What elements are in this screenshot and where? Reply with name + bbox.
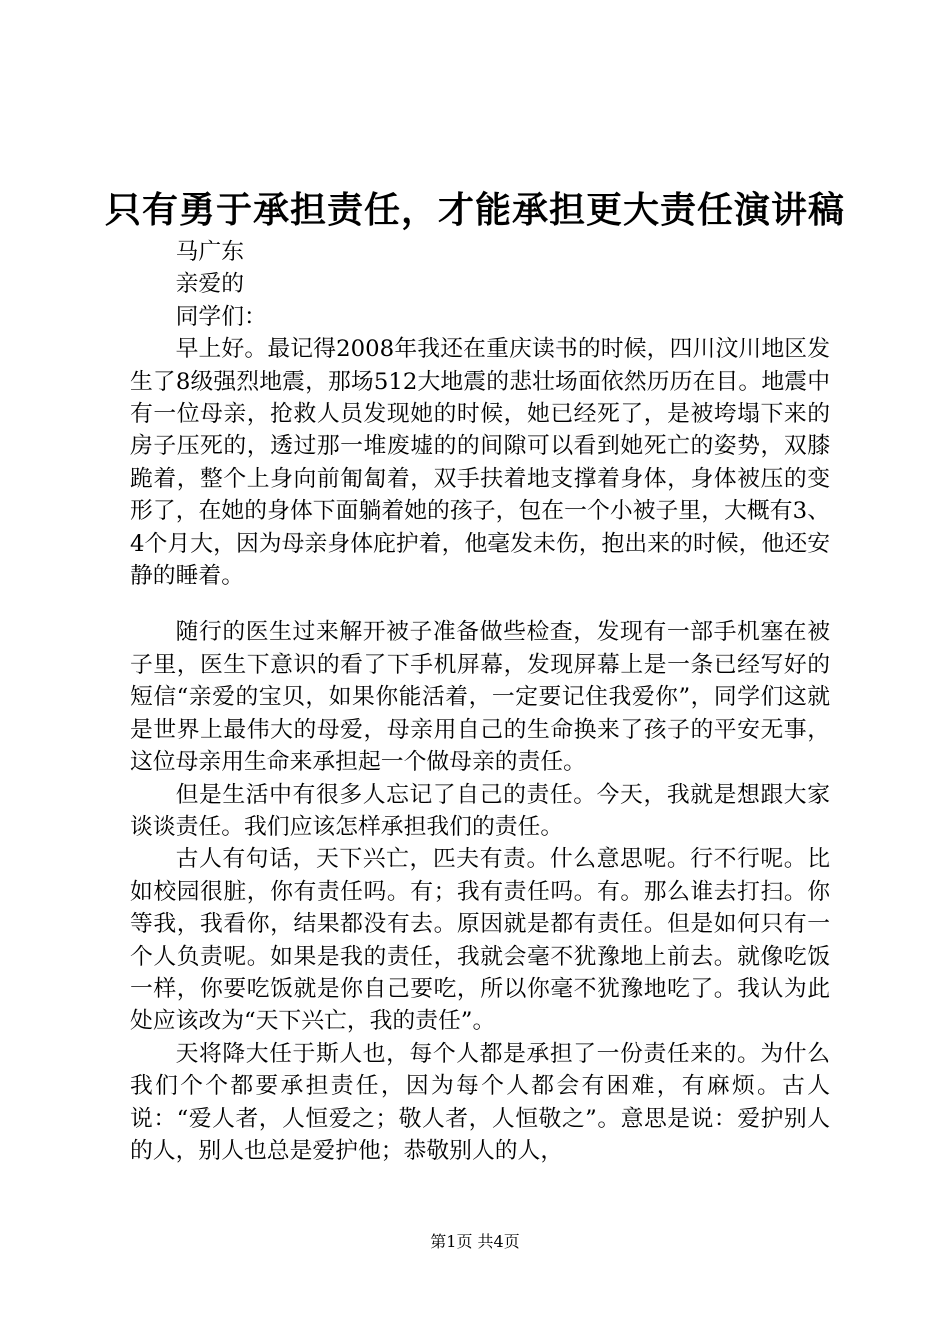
paragraph: 古人有句话，天下兴亡，匹夫有责。什么意思呢。行不行呢。比如校园很脏，你有责任吗。有；我有责任吗。有。那么谁去打扫。你等我，我看你，结果都没有去。原因就是都有责任。但是如何只有一个人负责呢。如果是我的责任，我就会毫不犹豫地上前去。就像吃饭一样，你要吃饭就是你自己要吃，所以你毫不犹豫地吃了。我认为此处应该改为“天下兴亡，我的责任”。 (130, 846, 830, 1035)
document-body (130, 236, 830, 1167)
paragraph: 天将降大任于斯人也，每个人都是承担了一份责任来的。为什么我们个个都要承担责任，因为每个人都会有困难，有麻烦。古人说：“爱人者，人恒爱之；敬人者，人恒敬之”。意思是说：爱护别人的人，别人也总是爱护他；恭敬别人的人， (130, 1040, 830, 1164)
paragraph: 但是生活中有很多人忘记了自己的责任。今天，我就是想跟大家谈谈责任。我们应该怎样承担我们的责任。 (130, 781, 830, 840)
author-line: 马广东 (175, 239, 244, 265)
document-title: 只有勇于承担责任，才能承担更大责任演讲稿 (104, 189, 845, 231)
paragraph: 早上好。最记得2008年我还在重庆读书的时候，四川汶川地区发生了8级强烈地震，那场512大地震的悲壮场面依然历历在目。地震中有一位母亲，抢救人员发现她的时候，她已经死了，是被垮塌下来的房子压死的，透过那一堆废墟的的间隙可以看到她死亡的姿势，双膝跪着，整个上身向前匍匐着，双手扶着地支撑着身体，身体被压的变形了，在她的身体下面躺着她的孩子，包在一个小被子里，大概有3、4个月大，因为母亲身体庇护着，他毫发未伤，抱出来的时候，他还安静的睡着。 (130, 336, 830, 590)
salutation-line: 亲爱的 (175, 271, 244, 298)
paragraph: 随行的医生过来解开被子准备做些检查，发现有一部手机塞在被子里，医生下意识的看了下手机屏幕，发现屏幕上是一条已经写好的短信“亲爱的宝贝，如果你能活着，一定要记住我爱你”，同学们这就是世界上最伟大的母爱，母亲用自己的生命换来了孩子的平安无事，这位母亲用生命来承担起一个做母亲的责任。 (130, 619, 830, 776)
salutation-line-2: 同学们： (175, 303, 267, 330)
page-footer: 第1页 共4页 (430, 1232, 520, 1251)
